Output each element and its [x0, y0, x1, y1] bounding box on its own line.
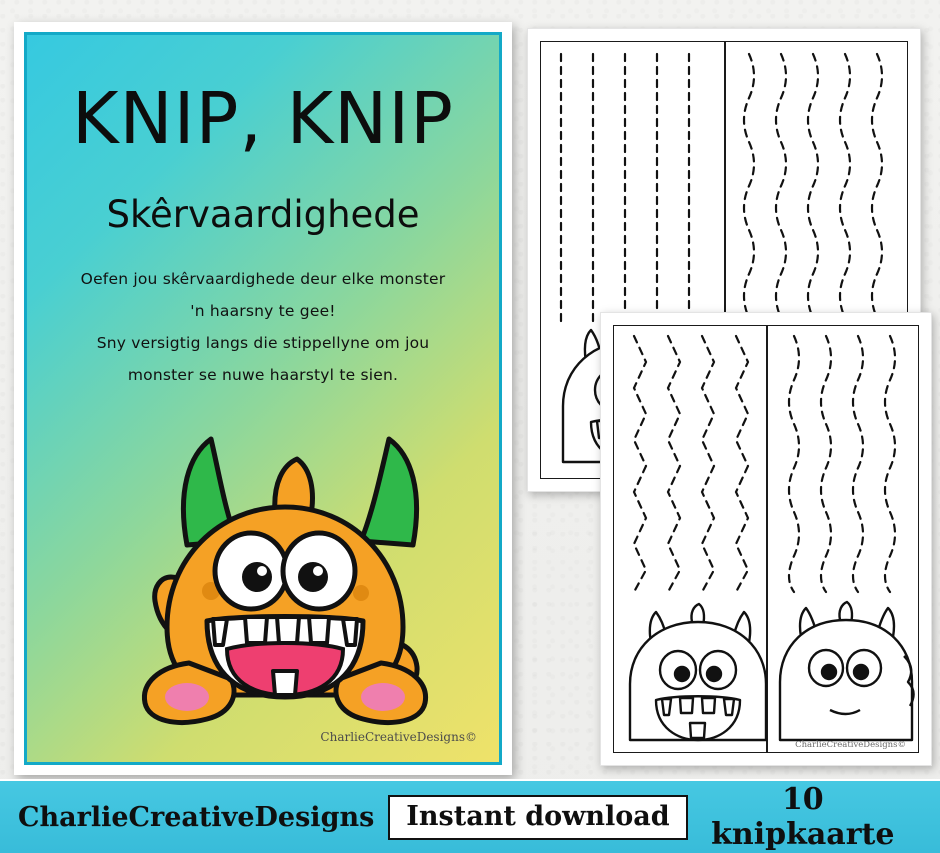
cover-title: KNIP, KNIP: [72, 77, 454, 160]
bottom-banner: [0, 779, 940, 853]
worksheet-front-frame: [613, 325, 919, 753]
cover-monster-illustration: [115, 395, 455, 735]
cover-paragraph-2: Sny versigtig langs die stippellyne om jou monster se nuwe haarstyl te sien.: [96, 334, 430, 384]
worksheet-front-content: [614, 326, 918, 752]
worksheet-front: [600, 312, 932, 766]
worksheet-front-watermark: CharlieCreativeDesigns©: [795, 740, 906, 750]
banner-brand-label: CharlieCreativeDesigns: [18, 801, 375, 833]
cover-watermark: CharlieCreativeDesigns©: [320, 730, 477, 744]
instant-download-label: Instant download: [406, 800, 670, 832]
cover-poster: [14, 22, 512, 775]
banner-count-label: 10 knipkaarte: [711, 782, 895, 852]
instant-download-badge: [388, 795, 687, 840]
cover-subtitle: Skêrvaardighede: [106, 193, 420, 236]
cover-paragraph-1: Oefen jou skêrvaardighede deur elke monster 'n haarsny te gee!: [80, 270, 446, 320]
cover-gradient-panel: [24, 32, 502, 765]
